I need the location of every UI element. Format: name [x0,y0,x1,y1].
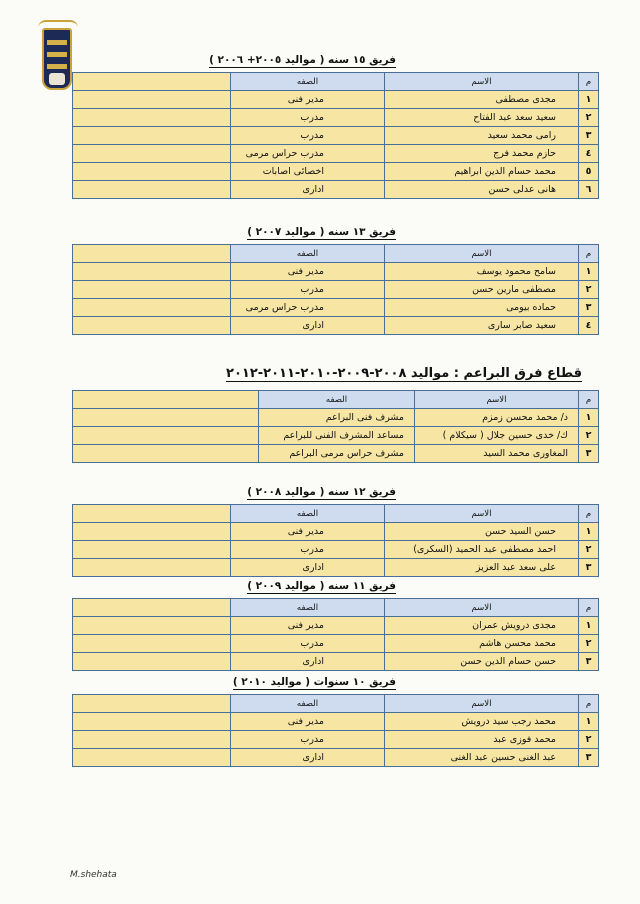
header-num: م [579,391,599,409]
header-empty [73,245,231,263]
table-row: ٣ عبد الغنى حسين عبد الغنى ادارى [73,749,599,767]
table-row: ٢ ك/ خدى حسين جلال ( سيكلام ) مساعد المشرف الفنى للبراعم [73,427,599,445]
table-row: ٣ على سعد عبد العزيز ادارى [73,559,599,577]
section-title-u15: فريق ١٥ سنه ( مواليد ٢٠٠٥+ ٢٠٠٦ ) [209,54,396,66]
header-role: الصفه [231,73,385,91]
table-row: ٢ محمد محسن هاشم مدرب [73,635,599,653]
header-num: م [579,73,599,91]
table-u15 [72,72,599,199]
header-empty [73,599,231,617]
section-title-buds-sector: قطاع فرق البراعم : مواليد ٢٠٠٨-٢٠٠٩-٢٠١٠-٢٠١١-٢٠١٢ [226,366,582,381]
table-row: ١ د/ محمد محسن زمزم مشرف فنى البراعم [73,409,599,427]
footer-signature: M.shehata [70,870,117,880]
header-role: الصفه [231,599,385,617]
table-row: ٤ حازم محمد فرج مدرب حراس مرمى [73,145,599,163]
table-row: ١ سامح محمود يوسف مدير فنى [73,263,599,281]
table-u13 [72,244,599,335]
logo-arc [38,20,78,28]
header-num: م [579,245,599,263]
club-logo-icon [42,28,72,90]
table-buds-sector [72,390,599,463]
header-num: م [579,505,599,523]
header-empty [73,73,231,91]
table-row: ٤ سعيد صابر سارى ادارى [73,317,599,335]
header-empty [73,695,231,713]
header-name: الاسم [385,599,579,617]
table-row: ١ حسن السيد حسن مدير فنى [73,523,599,541]
table-row: ١ محمد رجب سيد درويش مدير فنى [73,713,599,731]
section-title-u11: فريق ١١ سنه ( مواليد ٢٠٠٩ ) [247,580,396,592]
table-row: ٣ حسن حسام الدين حسن ادارى [73,653,599,671]
table-row: ٥ محمد حسام الدين ابراهيم اخصائى اصابات [73,163,599,181]
table-row: ٣ المغاورى محمد السيد مشرف حراس مرمى البراعم [73,445,599,463]
header-empty [73,505,231,523]
table-row: ٢ احمد مصطفى عبد الحميد (السكرى) مدرب [73,541,599,559]
header-empty [73,391,259,409]
table-u10 [72,694,599,767]
section-title-u10: فريق ١٠ سنوات ( مواليد ٢٠١٠ ) [232,676,396,688]
header-name: الاسم [415,391,579,409]
table-u12 [72,504,599,577]
table-row: ٣ رامى محمد سعيد مدرب [73,127,599,145]
header-name: الاسم [385,245,579,263]
table-row: ٢ سعيد سعد عبد الفتاح مدرب [73,109,599,127]
header-role: الصفه [259,391,415,409]
table-row: ١ مجدى مصطفى مدير فنى [73,91,599,109]
table-row: ٦ هانى عدلى حسن ادارى [73,181,599,199]
header-num: م [579,599,599,617]
header-role: الصفه [231,505,385,523]
header-role: الصفه [231,695,385,713]
header-name: الاسم [385,73,579,91]
header-name: الاسم [385,695,579,713]
table-row: ٣ حماده بيومى مدرب حراس مرمى [73,299,599,317]
header-name: الاسم [385,505,579,523]
section-title-u13: فريق ١٣ سنه ( مواليد ٢٠٠٧ ) [247,226,396,238]
table-row: ٢ مصطفى مارين حسن مدرب [73,281,599,299]
header-role: الصفه [231,245,385,263]
table-u11 [72,598,599,671]
table-row: ٢ محمد فوزى عبد مدرب [73,731,599,749]
section-title-u12: فريق ١٢ سنه ( مواليد ٢٠٠٨ ) [247,486,396,498]
header-num: م [579,695,599,713]
table-row: ١ مجدى درويش عمران مدير فنى [73,617,599,635]
